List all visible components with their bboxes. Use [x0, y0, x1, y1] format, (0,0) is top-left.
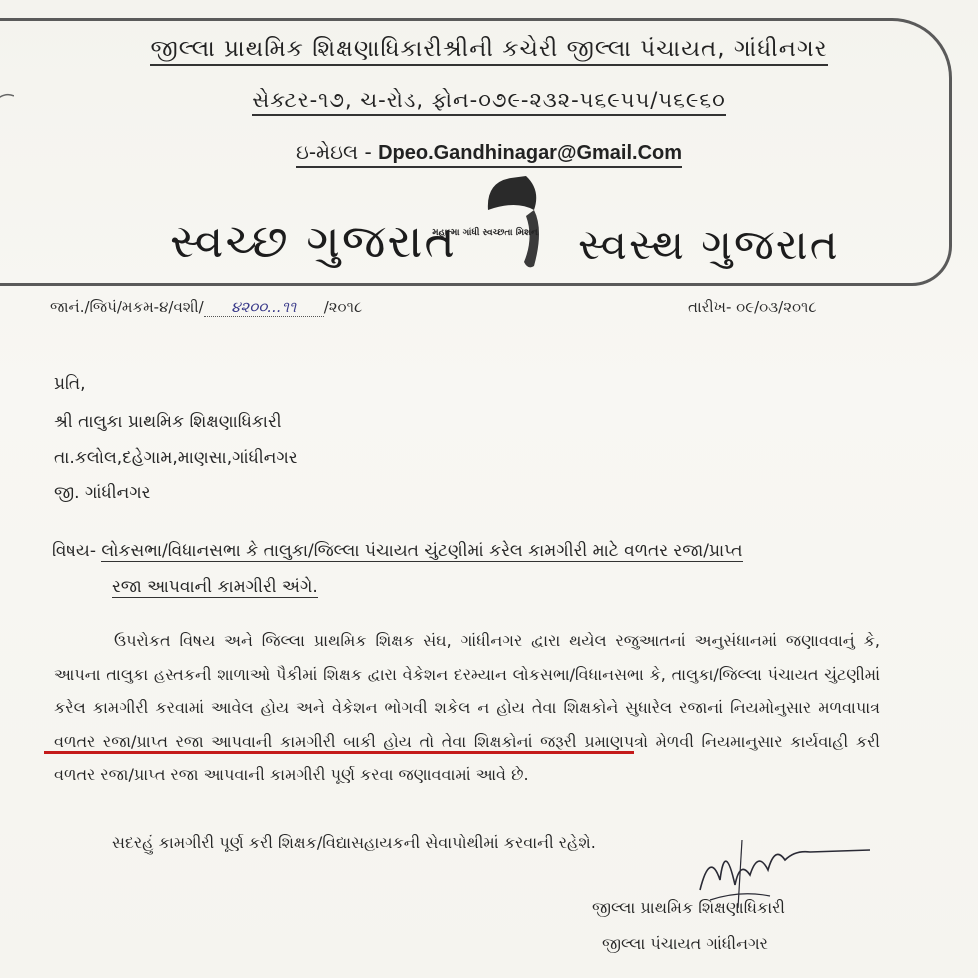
body-paragraph — [54, 624, 880, 792]
logo-text: મહાત્મા ગાંધી સ્વચ્છતા મિશન — [432, 228, 538, 238]
email-address: Dpeo.Gandhinagar@Gmail.Com — [378, 142, 683, 164]
subject-line-1 — [52, 541, 932, 561]
slogan-swachh-gujarat: સ્વચ્છ ગુજરાત — [170, 214, 457, 268]
subject-label: વિષય- — [52, 541, 102, 561]
signatory-title: જીલ્લા પ્રાથમિક શિક્ષણાધિકારી — [592, 898, 785, 917]
reference-number — [50, 298, 362, 317]
reference-suffix: /૨૦૧૮ — [323, 298, 363, 316]
letterhead-address-line: સેક્ટર-૧૭, ચ-રોડ, ફોન-૦૭૯-૨૩૨-૫૬૯૫૫/૫૬૯૬૦ — [0, 88, 978, 113]
letterhead-email-line — [0, 140, 978, 165]
signatory-office: જીલ્લા પંચાયત ગાંધીનગર — [602, 934, 768, 953]
recipient-line-2: તા.કલોલ,દહેગામ,માણસા,ગાંધીનગર — [54, 448, 298, 468]
letter-date: તારીખ- ૦૯/૦૩/૨૦૧૮ — [688, 298, 817, 316]
gandhi-spectacles-icon — [416, 170, 566, 280]
recipient-salutation: પ્રતિ, — [54, 374, 86, 394]
swachhata-mission-logo — [416, 170, 566, 280]
recipient-line-3: જી. ગાંધીનગર — [54, 483, 151, 503]
subject-line-2 — [112, 577, 318, 597]
subject-text-continued: રજા આપવાની કામગીરી અંગે. — [112, 577, 318, 597]
reference-handwritten-number: ૪૨૦૦...૧૧ — [204, 298, 324, 317]
body-paragraph-text: ઉપરોકત વિષય અને જિલ્લા પ્રાથમિક શિક્ષક સંઘ, ગાંધીનગર દ્વારા થયેલ રજુઆતનાં અનુસંધાનમાં જણાવવાનું કે, આપના તાલુકા હસ્તકની શાળાઓ પૈકીમાં શિક્ષક દ્વારા વેકેશન દરમ્યાન લોકસભા/વિધાનસભા કે, તાલુકા/જિલ્લા પંચાયત ચુંટણીમાં કરેલ કામગીરી કરવામાં આવેલ હોય અને વેકેશન ભોગવી શકેલ ન હોય તેવા શિક્ષકોને સુધારેલ રજાનાં નિયમોનુસાર મળવાપાત્ર વળતર રજા/પ્રાપ્ત રજા આપવાની કામગીરી બાકી હોય તો તેવા શિક્ષકોનાં જરૂરી પ્રમાણપત્રો મેળવી નિયમાનુસાર કાર્યવાહી કરી વળતર રજા/પ્રાપ્ત રજા આપવાની કામગીરી પૂર્ણ કરવા જણાવવામાં આવે છે. — [54, 631, 880, 784]
red-highlight-underline — [44, 751, 634, 754]
closing-line: સદરહું કામગીરી પૂર્ણ કરી શિક્ષક/વિદ્યાસહાયકની સેવાપોથીમાં કરવાની રહેશે. — [112, 833, 596, 852]
email-label: ઇ-મેઇલ - — [295, 140, 379, 164]
letterhead-office-line: જીલ્લા પ્રાથમિક શિક્ષણાધિકારીશ્રીની કચેરી જીલ્લા પંચાયત, ગાંધીનગર — [0, 36, 978, 62]
slogan-swasth-gujarat: સ્વસ્થ ગુજરાત — [578, 220, 840, 269]
recipient-line-1: શ્રી તાલુકા પ્રાથમિક શિક્ષણાધિકારી — [54, 412, 282, 432]
subject-text: લોકસભા/વિધાનસભા કે તાલુકા/જિલ્લા પંચાયત ચુંટણીમાં કરેલ કામગીરી માટે વળતર રજા/પ્રાપ્ત — [101, 541, 743, 561]
reference-prefix: જાનં./જિપં/મકમ-૪/વશી/ — [50, 298, 204, 316]
